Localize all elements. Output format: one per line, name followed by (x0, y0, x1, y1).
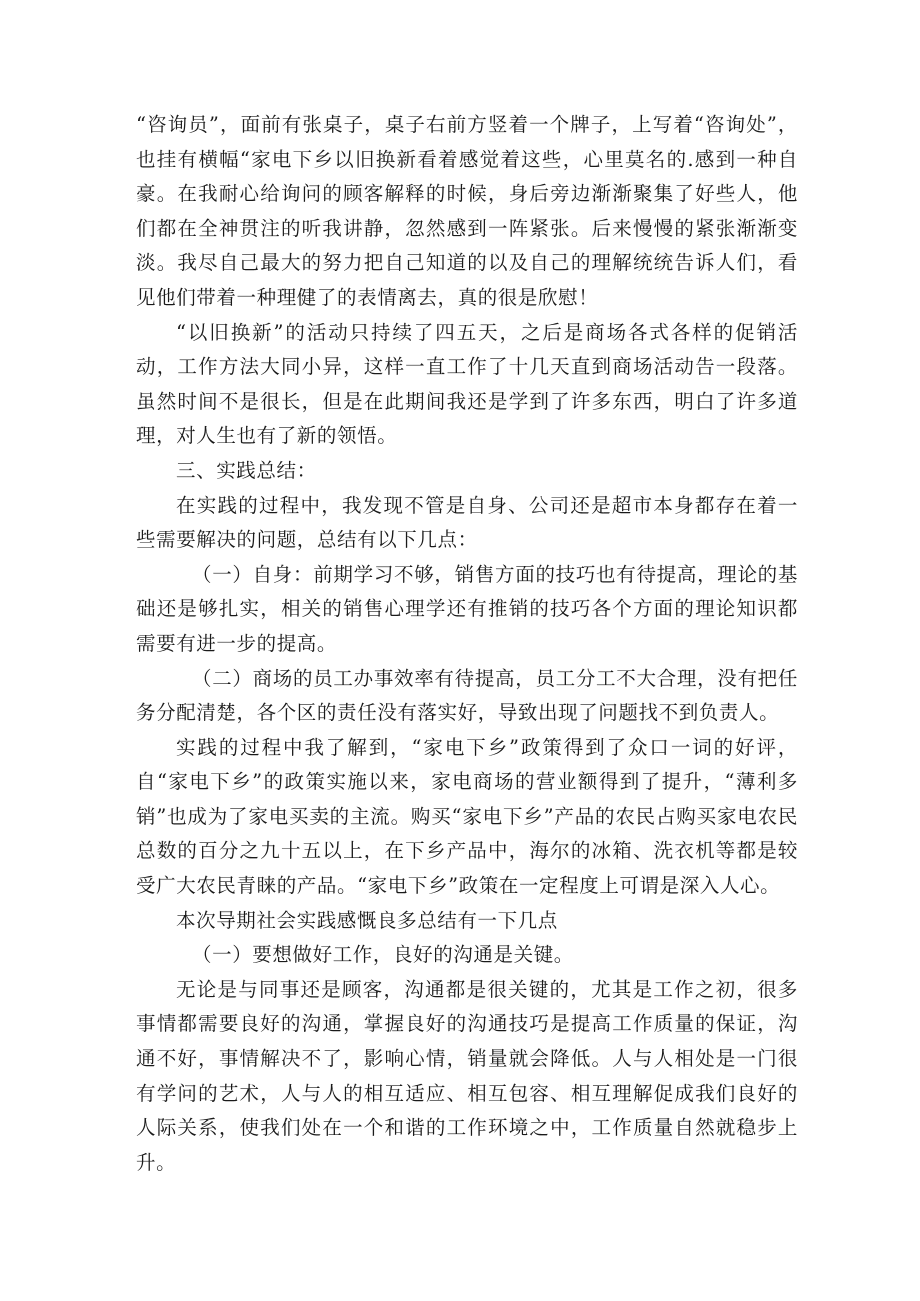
paragraph-point-communication: （一）要想做好工作，良好的沟通是关键。 (192, 943, 574, 967)
paragraph-appliance-policy: 实践的过程中我了解到，“家电下乡”政策得到了众口一词的好评，自“家电下乡”的政策实施以来，家电商场的营业额得到了提升，“薄利多销”也成为了家电买卖的主流。购买“家电下乡”产品的农民占购买家电农民总数的百分之九十五以上，在下乡产品中，海尔的冰箱、洗衣机等都是较受广大农民青睐的产品。“家电下乡”政策在一定程度上可谓是深入人心。 (136, 735, 798, 898)
paragraph-point-staff: （二）商场的员工办事效率有待提高，员工分工不大合理，没有把任务分配清楚，各个区的责任没有落实好，导致出现了问题找不到负责人。 (136, 666, 798, 725)
paragraph-communication-detail: 无论是与同事还是顾客，沟通都是很关键的，尤其是工作之初，很多事情都需要良好的沟通，掌握良好的沟通技巧是提高工作质量的保证，沟通不好，事情解决不了，影响心情，销量就会降低。人与人相处是一门很有学问的艺术，人与人的相互适应、相互包容、相互理解促成我们良好的人际关系，使我们处在一个和谐的工作环境之中，工作质量自然就稳步上升。 (136, 977, 798, 1174)
paragraph-problems-intro: 在实践的过程中，我发现不管是自身、公司还是超市本身都存在着一些需要解决的问题，总结有以下几点： (136, 493, 798, 552)
paragraph-consultant-desk: “咨询员”，面前有张桌子，桌子右前方竖着一个牌子，上写着“咨询处”，也挂有横幅“家电下乡以旧换新看着感觉着这些，心里莫名的.感到一种自豪。在我耐心给询问的顾客解释的时候，身后旁边渐渐聚集了好些人，他们都在全神贯注的听我讲静，忽然感到一阵紧张。后来慢慢的紧张渐渐变淡。我尽自己最大的努力把自己知道的以及自己的理解统统告诉人们，看见他们带着一种理健了的表情离去，真的很是欣慰！ (136, 113, 798, 309)
section-heading-practice-summary: 三、实践总结： (176, 458, 317, 482)
paragraph-point-self: （一）自身：前期学习不够，销售方面的技巧也有待提高，理论的基础还是够扎实，相关的销售心理学还有推销的技巧各个方面的理论知识都需要有进一步的提高。 (136, 562, 798, 655)
paragraph-summary-intro: 本次导期社会实践感慨良多总结有一下几点 (176, 908, 558, 932)
document-body (136, 108, 798, 1180)
paragraph-trade-in-activity: “以旧换新”的活动只持续了四五天，之后是商场各式各样的促销活动，工作方法大同小异，这样一直工作了十几天直到商场活动告一段落。虽然时间不是很长，但是在此期间我还是学到了许多东西，明白了许多道理，对人生也有了新的领悟。 (136, 320, 798, 448)
